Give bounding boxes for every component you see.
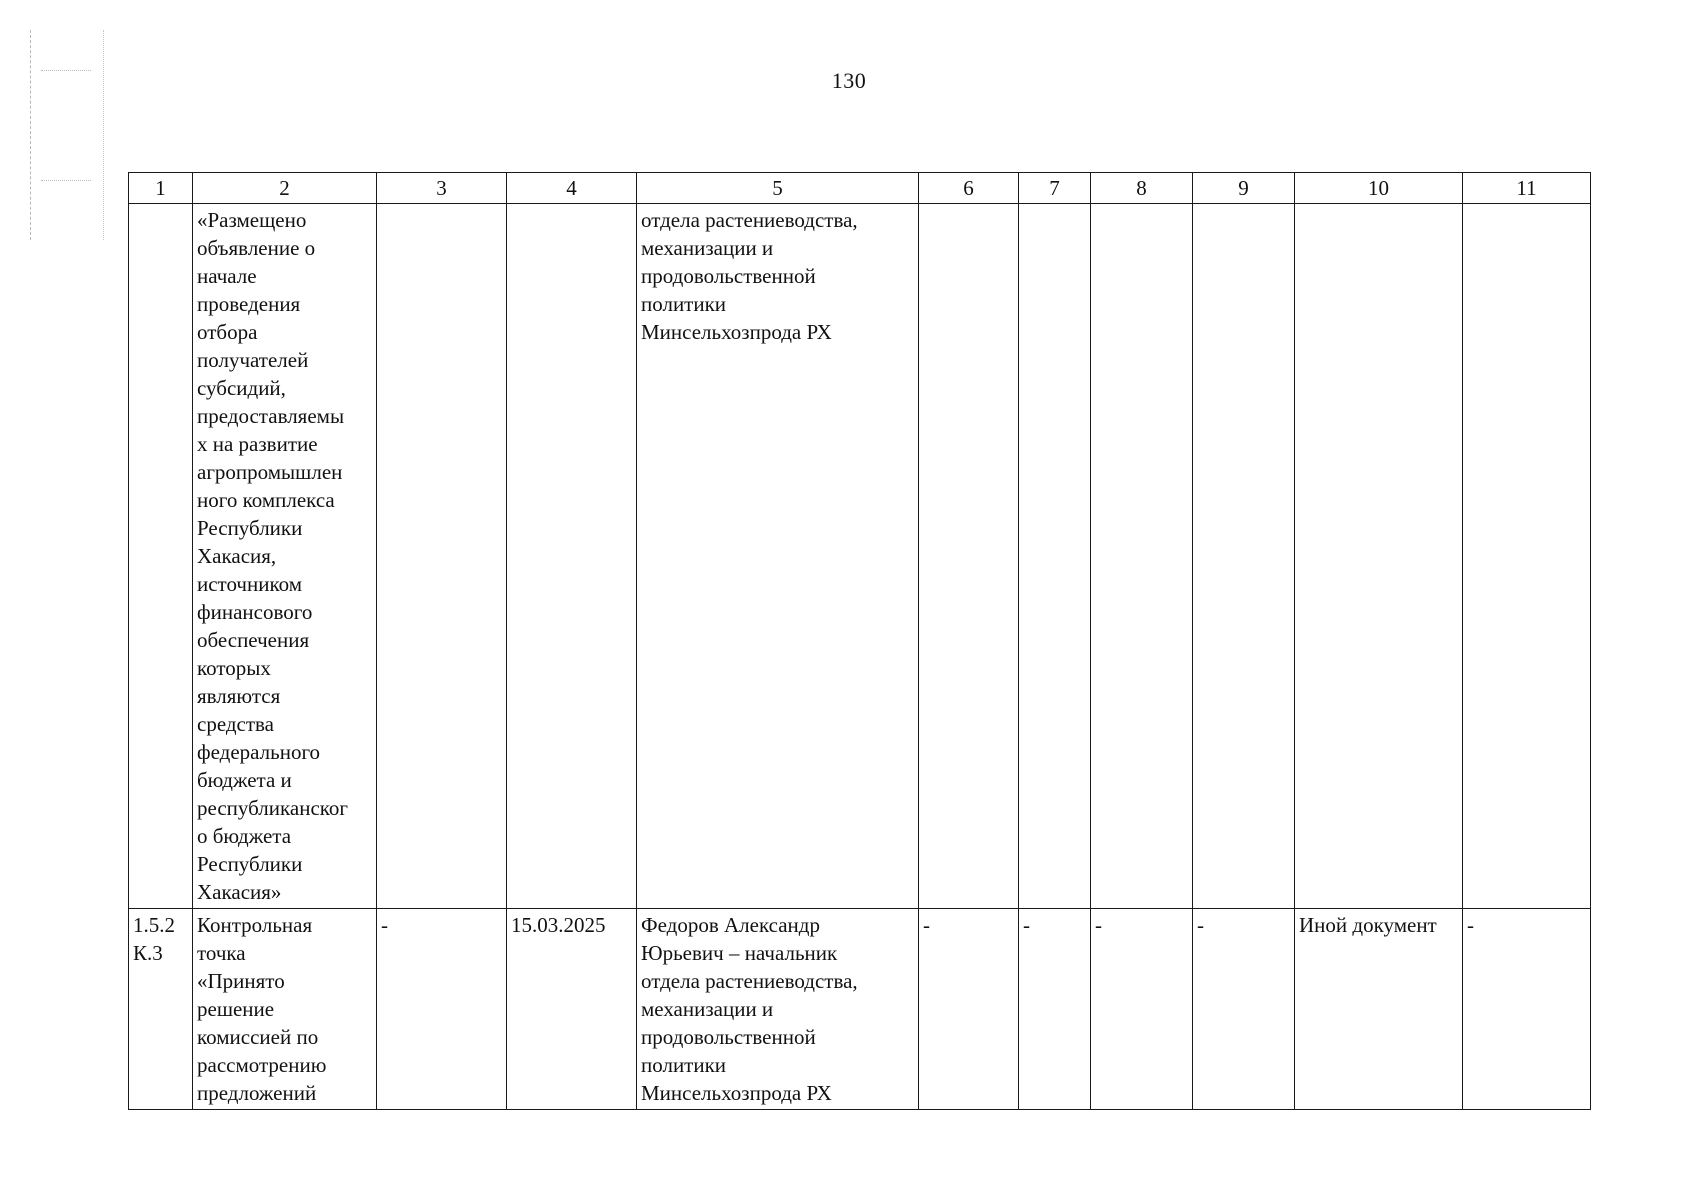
cell-col7 bbox=[1019, 204, 1091, 909]
cell-col6: - bbox=[919, 909, 1019, 1110]
cell-number: 1.5.2 К.3 bbox=[129, 909, 193, 1110]
column-header-6: 6 bbox=[919, 173, 1019, 204]
page-number: 130 bbox=[831, 68, 867, 93]
scan-margin-mark bbox=[30, 30, 104, 240]
cell-col8 bbox=[1091, 204, 1193, 909]
column-header-9: 9 bbox=[1193, 173, 1295, 204]
cell-col11: - bbox=[1463, 909, 1591, 1110]
cell-col9: - bbox=[1193, 909, 1295, 1110]
cell-document-type bbox=[1295, 204, 1463, 909]
cell-col7: - bbox=[1019, 909, 1091, 1110]
cell-col6 bbox=[919, 204, 1019, 909]
cell-responsible: Федоров Александр Юрьевич – начальник отдела растениеводства, механизации и продовольственной политики Минсельхозпрода РХ bbox=[637, 909, 919, 1110]
column-header-8: 8 bbox=[1091, 173, 1193, 204]
cell-col9 bbox=[1193, 204, 1295, 909]
column-header-7: 7 bbox=[1019, 173, 1091, 204]
cell-col3: - bbox=[377, 909, 507, 1110]
table-row bbox=[129, 204, 1591, 909]
cell-col11 bbox=[1463, 204, 1591, 909]
table-row bbox=[129, 909, 1591, 1110]
column-header-4: 4 bbox=[507, 173, 637, 204]
document-table bbox=[128, 172, 1591, 1110]
cell-number bbox=[129, 204, 193, 909]
column-header-11: 11 bbox=[1463, 173, 1591, 204]
column-header-3: 3 bbox=[377, 173, 507, 204]
cell-col8: - bbox=[1091, 909, 1193, 1110]
cell-date bbox=[507, 204, 637, 909]
cell-col3 bbox=[377, 204, 507, 909]
cell-name: Контрольная точка «Принято решение комиссией по рассмотрению предложений bbox=[193, 909, 377, 1110]
header-row bbox=[129, 173, 1591, 204]
cell-name: «Размещено объявление о начале проведения отбора получателей субсидий, предоставляемы х на развитие агропромышлен ного комплекса Республики Хакасия, источником финансового обеспечения которых являются средства федерального бюджета и республиканског о бюджета Республики Хакасия» bbox=[193, 204, 377, 909]
cell-date: 15.03.2025 bbox=[507, 909, 637, 1110]
cell-responsible: отдела растениеводства, механизации и продовольственной политики Минсельхозпрода РХ bbox=[637, 204, 919, 909]
column-header-1: 1 bbox=[129, 173, 193, 204]
column-header-2: 2 bbox=[193, 173, 377, 204]
column-header-10: 10 bbox=[1295, 173, 1463, 204]
cell-document-type: Иной документ bbox=[1295, 909, 1463, 1110]
column-header-5: 5 bbox=[637, 173, 919, 204]
